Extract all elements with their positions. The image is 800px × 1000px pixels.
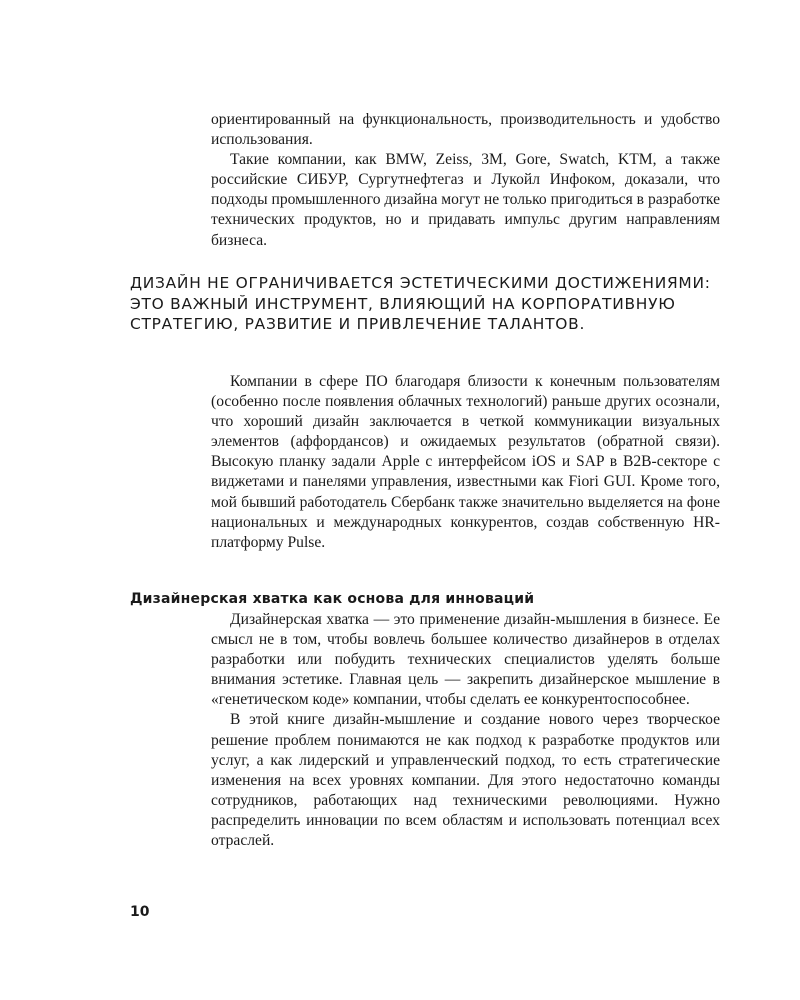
book-approach-paragraph: В этой книге дизайн-мышление и создание нового через творческое решение проблем понимаются не как подход к разработке продуктов или услуг, а как лидерский и управленческий подход, то есть стратегические изменения на всех уровнях компании. Для этого недостаточно команды сотрудников, работающих над техническими революциями. Нужно распределить инновации по всем областям и использовать потенциал всех отраслей.	[211, 711, 720, 850]
software-companies-paragraph: Компании в сфере ПО благодаря близости к конечным пользователям (особенно после появления облачных технологий) раньше других осознали, что хороший дизайн заключается в четкой коммуникации визуальных элементов (аффордансов) и ожидаемых результатов (обратной связи). Высокую планку задали Apple с интерфейсом iOS и SAP в B2B-секторе с виджетами и панелями управления, известными как Fiori GUI. Кроме того, мой бывший работодатель Сбербанк также значительно выделяется на фоне национальных и международных конкурентов, создав собственную HR-платформу Pulse.	[211, 373, 720, 551]
intro-continuation-paragraph: ориентированный на функциональность, производительность и удобство использования.	[211, 111, 720, 149]
page-number: 10	[130, 904, 150, 920]
intro-companies-paragraph: Такие компании, как BMW, Zeiss, 3M, Gore, Swatch, KTM, а также российские СИБУР, Сургутнефтегаз и Лукойл Инфоком, доказали, что подходы промышленного дизайна могут не только пригодиться в разработке технических продуктов, но и придавать импульс другим направлениям бизнеса.	[211, 151, 720, 249]
pull-quote: ДИЗАЙН НЕ ОГРАНИЧИВАЕТСЯ ЭСТЕТИЧЕСКИМИ ДОСТИЖЕНИЯМИ: ЭТО ВАЖНЫЙ ИНСТРУМЕНТ, ВЛИЯЮЩИЙ НА КОРПОРАТИВНУЮ СТРАТЕГИЮ, РАЗВИТИЕ И ПРИВЛЕЧЕНИЕ ТАЛАНТОВ.	[130, 274, 711, 334]
software-text-block	[211, 372, 720, 553]
intro-text-block	[211, 110, 720, 251]
section-heading: Дизайнерская хватка как основа для инноваций	[130, 591, 535, 607]
design-grip-paragraph: Дизайнерская хватка — это применение дизайн-мышления в бизнесе. Ее смысл не в том, чтобы вовлечь большее количество дизайнеров в отделах разработки или побудить технических специалистов уделять больше внимания эстетике. Главная цель — закрепить дизайнерское мышление в «генетическом коде» компании, чтобы сделать ее конкурентоспособнее.	[211, 611, 720, 709]
section-body	[211, 610, 720, 851]
